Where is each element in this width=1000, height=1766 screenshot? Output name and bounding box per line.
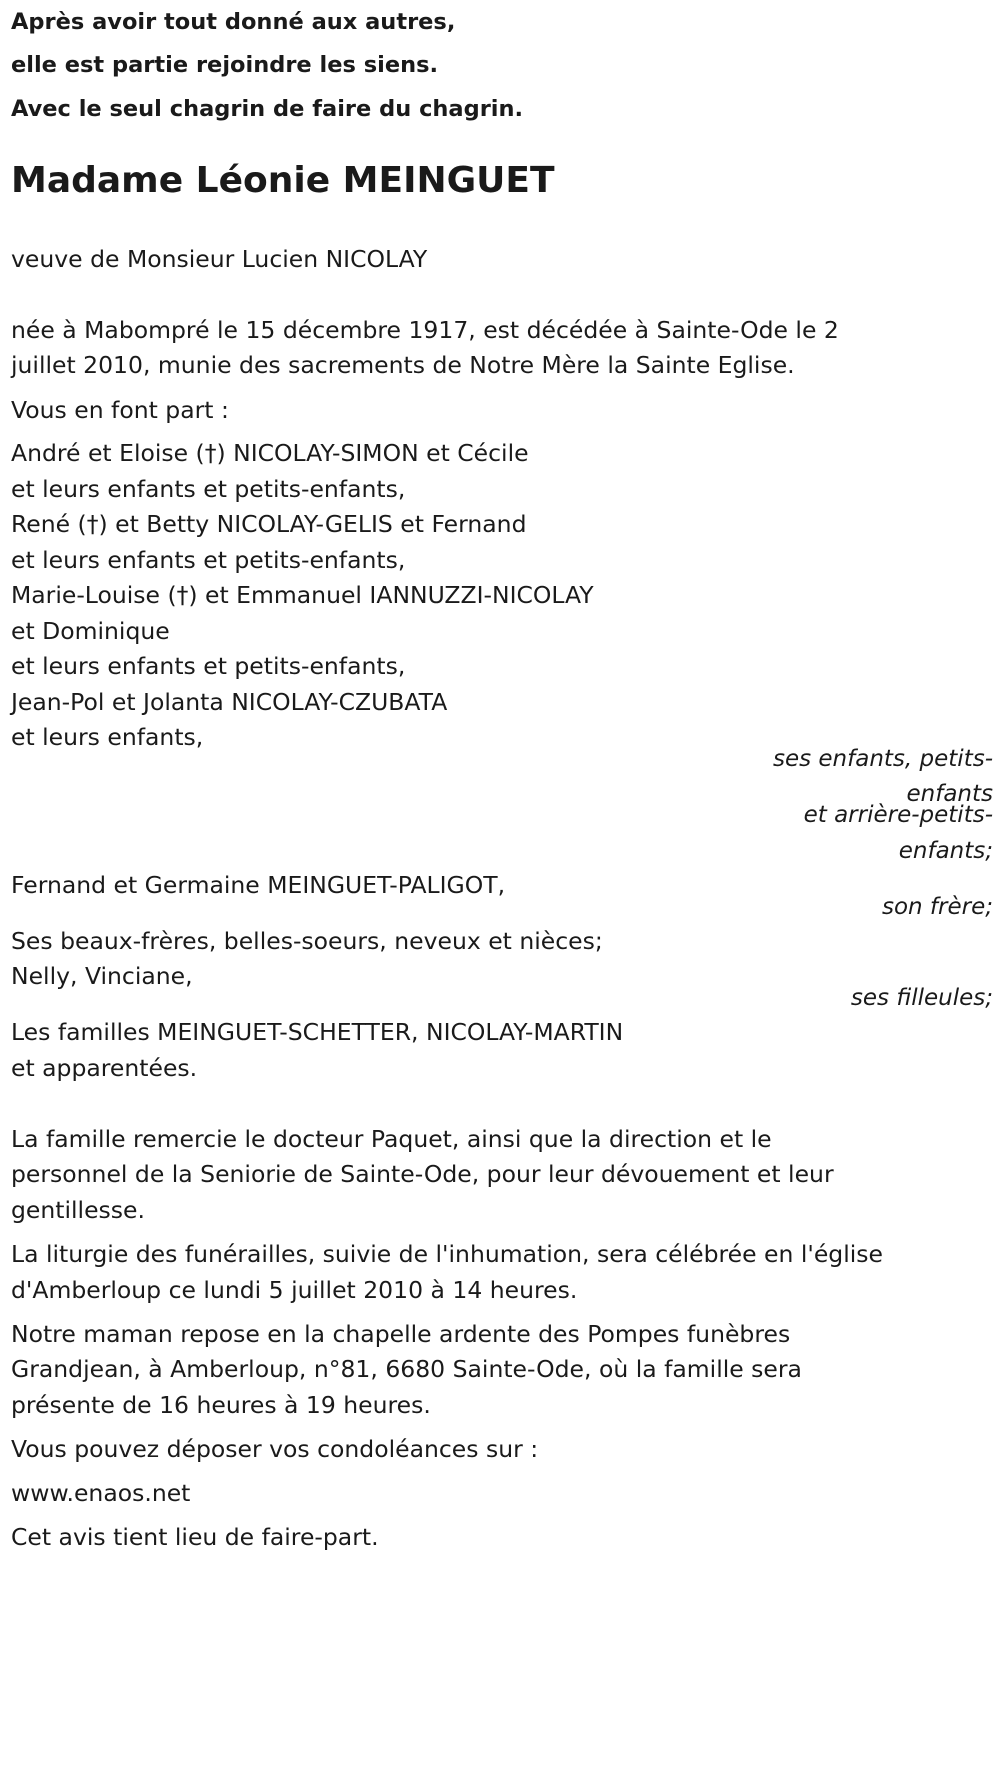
epigraph-line-1: Après avoir tout donné aux autres, <box>11 9 456 35</box>
children-line-7: et leurs enfants et petits-enfants, <box>11 652 406 680</box>
children-line-8: Jean-Pol et Jolanta NICOLAY-CZUBATA <box>11 688 448 716</box>
families-line-1: Les familles MEINGUET-SCHETTER, NICOLAY-MARTIN <box>11 1018 624 1046</box>
rest-line-2: Grandjean, à Amberloup, n°81, 6680 Sainte-Ode, où la famille sera <box>11 1355 802 1383</box>
closing-line: Cet avis tient lieu de faire-part. <box>11 1523 379 1551</box>
godchildren-role: ses filleules; <box>850 985 993 1011</box>
children-line-4: et leurs enfants et petits-enfants, <box>11 546 406 574</box>
rest-line-3: présente de 16 heures à 19 heures. <box>11 1391 431 1419</box>
epigraph-line-2: elle est partie rejoindre les siens. <box>11 52 439 78</box>
epigraph-line-3: Avec le seul chagrin de faire du chagrin. <box>11 96 524 122</box>
birth-death-line-2: juillet 2010, munie des sacrements de Notre Mère la Sainte Eglise. <box>11 351 795 379</box>
widow-of-line: veuve de Monsieur Lucien NICOLAY <box>11 245 428 273</box>
website-link[interactable]: www.enaos.net <box>11 1479 191 1507</box>
godchildren-line: Nelly, Vinciane, <box>11 962 193 990</box>
deceased-name-title: Madame Léonie MEINGUET <box>11 160 555 201</box>
children-role-line-1: ses enfants, petits- <box>772 746 993 772</box>
children-line-9: et leurs enfants, <box>11 723 204 751</box>
children-line-6: et Dominique <box>11 617 170 645</box>
thanks-line-2: personnel de la Seniorie de Sainte-Ode, pour leur dévouement et leur <box>11 1160 834 1188</box>
children-role-line-3: et arrière-petits- <box>803 802 993 828</box>
rest-line-1: Notre maman repose en la chapelle ardente des Pompes funèbres <box>11 1320 791 1348</box>
in-laws-line: Ses beaux-frères, belles-soeurs, neveux et nièces; <box>11 927 603 955</box>
children-line-2: et leurs enfants et petits-enfants, <box>11 475 406 503</box>
children-line-5: Marie-Louise (†) et Emmanuel IANNUZZI-NICOLAY <box>11 581 594 609</box>
brother-line: Fernand et Germaine MEINGUET-PALIGOT, <box>11 871 506 899</box>
children-role-line-4: enfants; <box>898 838 993 864</box>
thanks-line-1: La famille remercie le docteur Paquet, ainsi que la direction et le <box>11 1125 772 1153</box>
announce-line: Vous en font part : <box>11 396 229 424</box>
funeral-line-2: d'Amberloup ce lundi 5 juillet 2010 à 14 heures. <box>11 1276 578 1304</box>
children-line-1: André et Eloise (†) NICOLAY-SIMON et Cécile <box>11 439 529 467</box>
condolences-line: Vous pouvez déposer vos condoléances sur : <box>11 1435 539 1463</box>
birth-death-line-1: née à Mabompré le 15 décembre 1917, est décédée à Sainte-Ode le 2 <box>11 316 839 344</box>
thanks-line-3: gentillesse. <box>11 1196 145 1224</box>
funeral-line-1: La liturgie des funérailles, suivie de l'inhumation, sera célébrée en l'église <box>11 1240 883 1268</box>
children-line-3: René (†) et Betty NICOLAY-GELIS et Fernand <box>11 510 527 538</box>
brother-role: son frère; <box>881 894 993 920</box>
families-line-2: et apparentées. <box>11 1054 198 1082</box>
children-role-line-2: enfants <box>906 781 993 807</box>
